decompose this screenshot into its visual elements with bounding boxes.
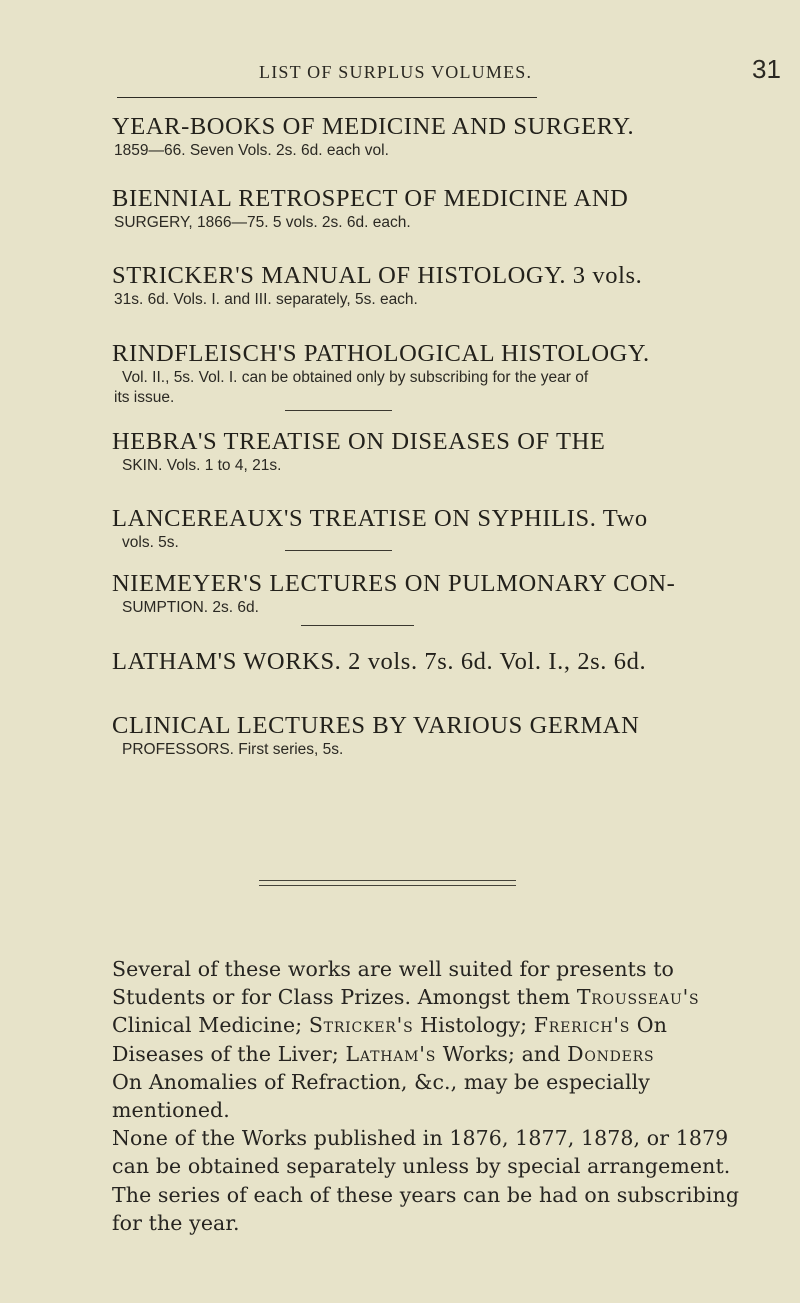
entry-title: CLINICAL LECTURES BY VARIOUS GERMAN <box>112 712 640 739</box>
catalog-entry <box>112 185 752 233</box>
note-line <box>112 1124 752 1152</box>
page-number: 31 <box>752 54 781 84</box>
note-line <box>112 1152 752 1180</box>
author-name: Donders <box>567 1041 655 1066</box>
entry-detail: SUMPTION. 2s. 6d. <box>122 599 259 616</box>
separator-rule <box>285 550 392 551</box>
catalog-entry <box>112 648 752 676</box>
entry-title: LATHAM'S WORKS. 2 vols. 7s. 6d. Vol. I., 2s. 6d. <box>112 648 647 675</box>
double-rule <box>259 880 516 886</box>
catalog-entry <box>112 340 752 408</box>
note-text: Students or for Class Prizes. Amongst them <box>112 985 571 1010</box>
note-text: None of the Works published in 1876, 1877, 1878, or 1879 <box>112 1126 729 1151</box>
note-line <box>112 1209 752 1237</box>
catalog-entry <box>112 680 752 760</box>
entry-detail: SURGERY, 1866—75. 5 vols. 2s. 6d. each. <box>114 214 411 231</box>
note-text: Histology; <box>420 1013 528 1038</box>
note-text: On <box>636 1013 668 1038</box>
author-name: Trousseau's <box>576 985 700 1010</box>
catalog-entry <box>112 428 752 476</box>
note-text: Several of these works are well suited for presents to <box>112 957 674 981</box>
entry-title: LANCEREAUX'S TREATISE ON SYPHILIS. Two <box>112 505 648 532</box>
author-name: Stricker's <box>308 1013 414 1038</box>
entry-detail: 31s. 6d. Vols. I. and III. separately, 5s. each. <box>114 291 418 308</box>
catalog-entry <box>112 505 752 553</box>
note-text: mentioned. <box>112 1098 230 1123</box>
author-name: Latham's <box>345 1041 437 1066</box>
catalog-entry <box>112 570 752 618</box>
entry-detail: vols. 5s. <box>122 534 179 551</box>
author-name: Frerich's <box>533 1013 631 1038</box>
note-line <box>112 1181 752 1209</box>
note-line <box>112 1011 752 1039</box>
catalog-entry <box>112 113 752 161</box>
separator-rule <box>301 625 414 626</box>
note-text: Works; and <box>442 1041 561 1066</box>
note-text: The series of each of these years can be had on subscribing <box>112 1182 740 1207</box>
entry-title: HEBRA'S TREATISE ON DISEASES OF THE <box>112 428 606 455</box>
entry-title: STRICKER'S MANUAL OF HISTOLOGY. 3 vols. <box>112 262 643 289</box>
entry-detail: SKIN. Vols. 1 to 4, 21s. <box>122 457 282 474</box>
entry-title: RINDFLEISCH'S PATHOLOGICAL HISTOLOGY. <box>112 340 650 367</box>
note-text: On Anomalies of Refraction, &c., may be especially <box>112 1069 650 1094</box>
note-text: Clinical Medicine; <box>112 1013 303 1038</box>
entry-title: BIENNIAL RETROSPECT OF MEDICINE AND <box>112 185 629 212</box>
note-line <box>112 983 752 1011</box>
running-title: LIST OF SURPLUS VOLUMES. <box>259 62 533 82</box>
entry-detail: PROFESSORS. First series, 5s. <box>122 741 344 758</box>
note-text: Diseases of the Liver; <box>112 1041 339 1066</box>
note-line <box>112 1068 752 1096</box>
note-line <box>112 1040 752 1068</box>
note-text: for the year. <box>112 1210 240 1235</box>
header-rule <box>117 97 537 98</box>
note-text: can be obtained separately unless by special arrangement. <box>112 1154 731 1179</box>
catalog-entry <box>112 262 752 310</box>
note-line <box>112 1096 752 1124</box>
separator-rule <box>285 410 392 411</box>
running-head <box>0 54 800 84</box>
entry-detail: its issue. <box>114 389 175 406</box>
note-line <box>112 955 752 983</box>
entry-detail: 1859—66. Seven Vols. 2s. 6d. each vol. <box>114 142 389 159</box>
notes-section <box>112 955 752 1237</box>
entry-title: YEAR-BOOKS OF MEDICINE AND SURGERY. <box>112 113 635 140</box>
entry-detail: Vol. II., 5s. Vol. I. can be obtained only by subscribing for the year of <box>122 369 589 386</box>
entry-title: NIEMEYER'S LECTURES ON PULMONARY CON- <box>112 570 676 597</box>
